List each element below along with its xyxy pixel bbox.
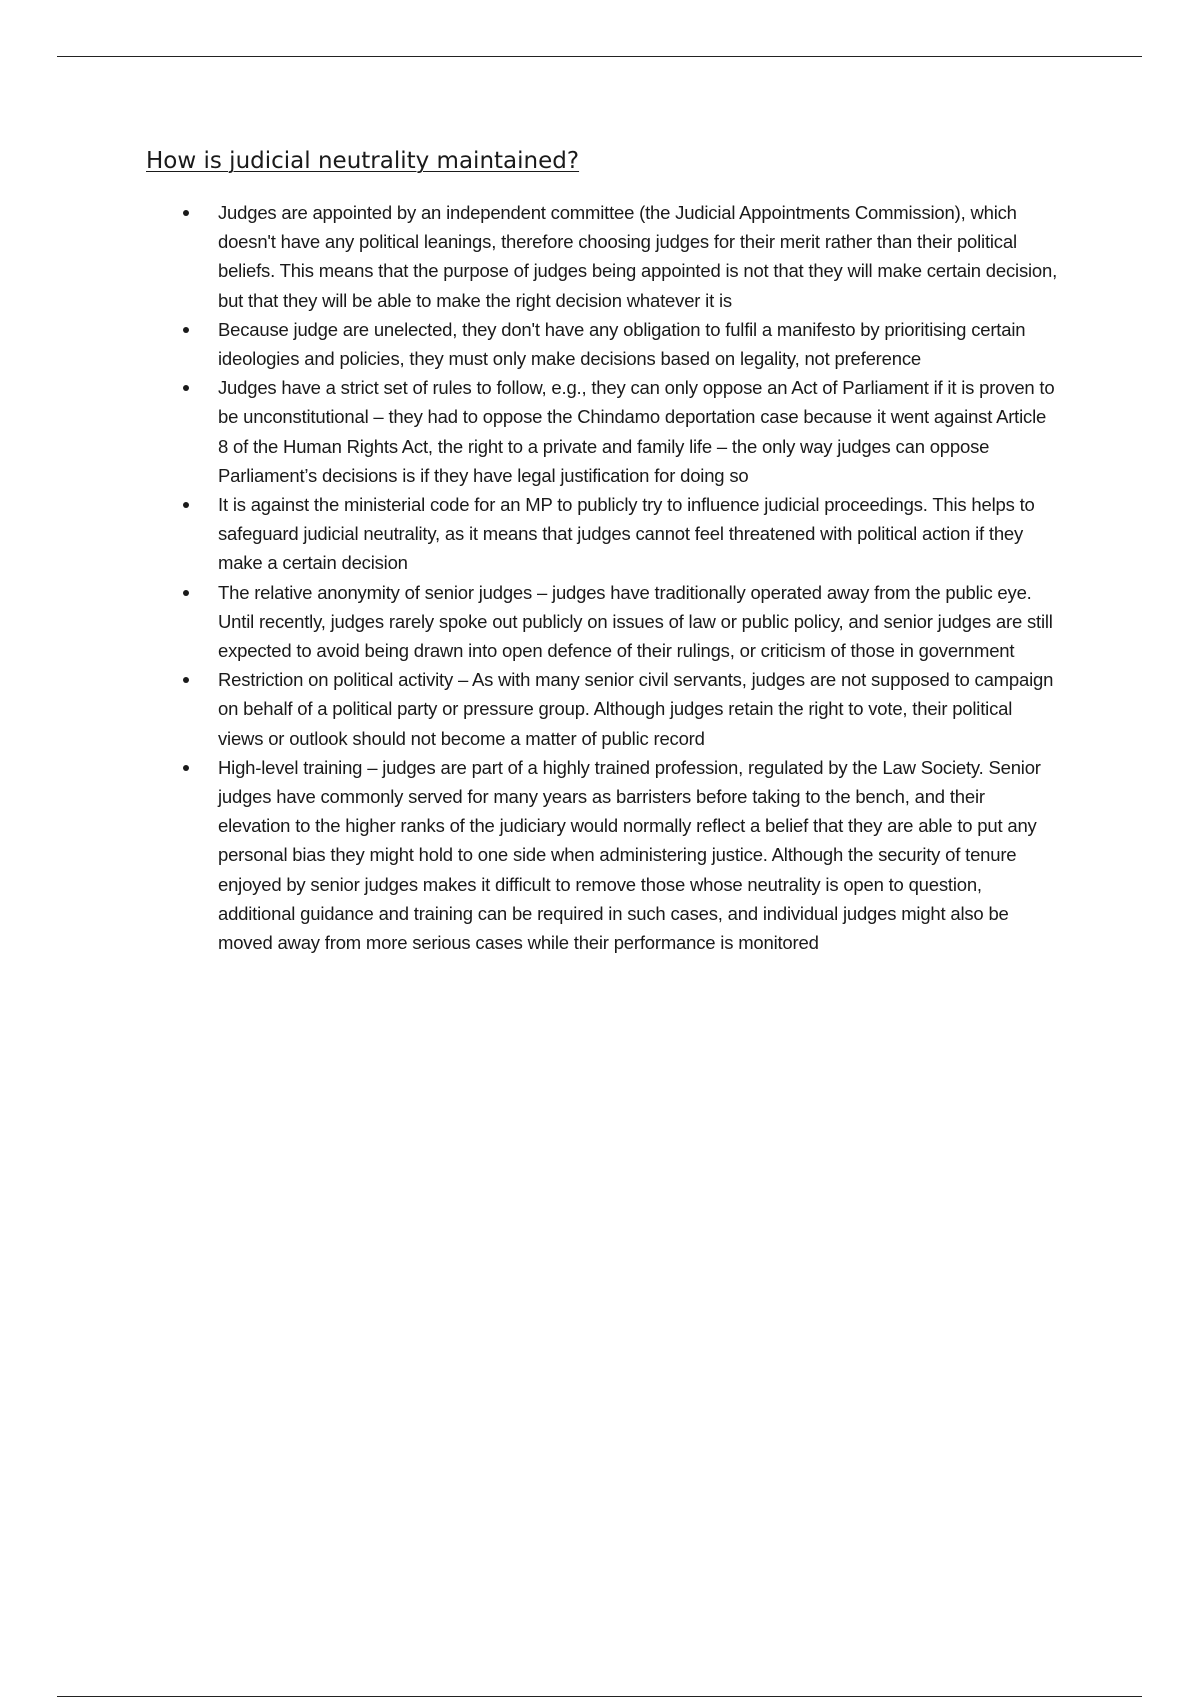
header-rule: [57, 56, 1142, 57]
list-item: [0, 753, 1058, 957]
bullet-icon: [183, 327, 189, 333]
list-item: [0, 373, 1058, 490]
list-item-text: Because judge are unelected, they don't have any obligation to fulfil a manifesto by prioritising certain ideologies and policies, they must only make decisions based on legality, not preference: [218, 318, 1026, 370]
list-item: [0, 490, 1058, 578]
bullet-icon: [183, 677, 189, 683]
list-item-text: Judges have a strict set of rules to follow, e.g., they can only oppose an Act of Parliament if it is proven to be unconstitutional – they had to oppose the Chindamo deportation case because it went against Article 8 of the Human Rights Act, the right to a private and family life – the only way judges can oppose Parliament’s decisions is if they have legal justification for doing so: [218, 377, 1055, 486]
bullet-icon: [183, 765, 189, 771]
list-item: [0, 315, 1058, 373]
list-item-text: High-level training – judges are part of a highly trained profession, regulated by the Law Society. Senior judges have commonly served for many years as barristers before taking to the bench, and their elevation to the higher ranks of the judiciary would normally reflect a belief that they are able to put any personal bias they might hold to one side when administering justice. Although the security of tenure enjoyed by senior judges makes it difficult to remove those whose neutrality is open to question, additional guidance and training can be required in such cases, and individual judges might also be moved away from more serious cases while their performance is monitored: [218, 756, 1041, 954]
list-item-text: It is against the ministerial code for an MP to publicly try to influence judicial proceedings. This helps to safeguard judicial neutrality, as it means that judges cannot feel threatened with political action if they make a certain decision: [218, 494, 1035, 574]
bullet-icon: [183, 502, 189, 508]
bullet-icon: [183, 590, 189, 596]
footer-rule: [57, 1696, 1142, 1697]
list-item-text: Restriction on political activity – As with many senior civil servants, judges are not supposed to campaign on behalf of a political party or pressure group. Although judges retain the right to vote, their political views or outlook should not become a matter of public record: [218, 669, 1054, 749]
list-item: [0, 578, 1058, 666]
list-item: [0, 198, 1058, 315]
page-title: How is judicial neutrality maintained?: [146, 148, 580, 174]
bullet-icon: [183, 385, 189, 391]
bullet-list: [0, 198, 1200, 957]
list-item: [0, 665, 1058, 753]
bullet-icon: [183, 210, 189, 216]
list-item-text: The relative anonymity of senior judges – judges have traditionally operated away from the public eye. Until recently, judges rarely spoke out publicly on issues of law or public policy, and senior judges are still expected to avoid being drawn into open defence of their rulings, or criticism of those in government: [218, 581, 1053, 662]
list-item-text: Judges are appointed by an independent committee (the Judicial Appointments Commission), which doesn't have any political leanings, therefore choosing judges for their merit rather than their political beliefs. This means that the purpose of judges being appointed is not that they will make certain decision, but that they will be able to make the right decision whatever it is: [218, 202, 1058, 311]
